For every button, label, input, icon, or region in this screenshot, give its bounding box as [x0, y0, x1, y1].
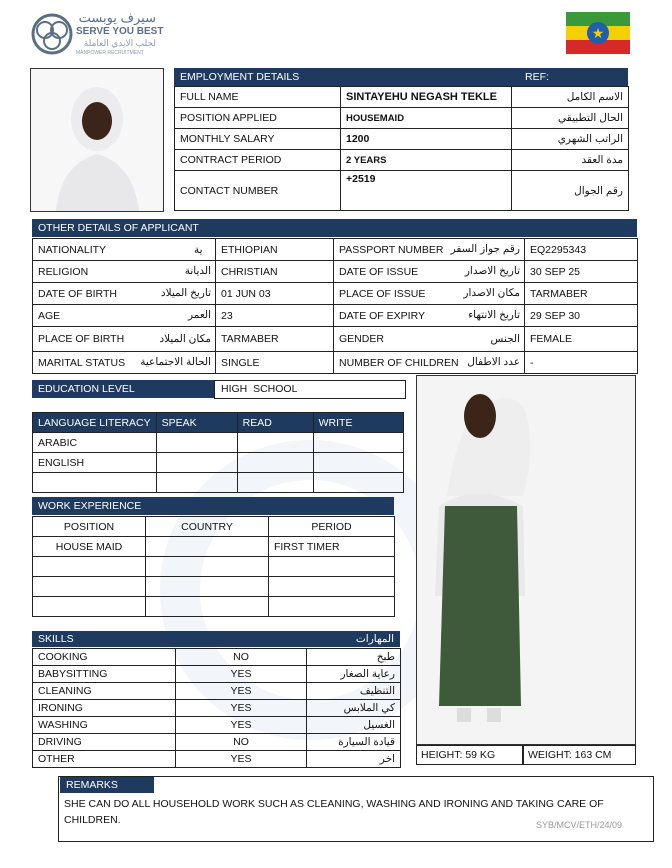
age-label: AGE العمر: [33, 305, 216, 327]
country-col: COUNTRY: [146, 517, 269, 537]
table-row: BABYSITTING YES رعاية الصغار: [33, 666, 401, 683]
language-header: LANGUAGE LITERACY: [33, 413, 157, 433]
table-row: [33, 597, 395, 617]
contract-value: 2 YEARS: [341, 150, 512, 171]
table-row: DRIVING NO قيادة السيارة: [33, 734, 401, 751]
dob-value: 01 JUN 03: [216, 283, 334, 305]
birthplace-label: PLACE OF BIRTH مكان الميلاد: [33, 327, 216, 352]
remarks-text: SHE CAN DO ALL HOUSEHOLD WORK SUCH AS CLEANING, WASHING AND IRONING AND TAKING CARE OF CHILDREN.: [64, 798, 604, 826]
position-ar: الحال التطبيقي: [512, 108, 629, 129]
gender-label: GENDER الجنس: [334, 327, 525, 352]
table-row: IRONING YES كي الملابس: [33, 700, 401, 717]
skills-table: [32, 648, 401, 768]
issue-date-label: DATE OF ISSUE تاريخ الاصدار: [334, 261, 525, 283]
applicant-portrait-photo: [30, 68, 164, 212]
logo-tagline: MANPOWER RECRUITMENT: [76, 50, 144, 56]
ref-label: REF:: [525, 71, 549, 83]
table-row: [33, 557, 395, 577]
salary-value: 1200: [341, 129, 512, 150]
issue-place-label: PLACE OF ISSUE مكان الاصدار: [334, 283, 525, 305]
salary-ar: الراتب الشهري: [512, 129, 629, 150]
write-header: WRITE: [313, 413, 403, 433]
speak-header: SPEAK: [156, 413, 237, 433]
logo-emblem-icon: [30, 12, 74, 56]
expiry-value: 29 SEP 30: [525, 305, 638, 327]
table-row: COOKING NO طبخ: [33, 649, 401, 666]
flag-emblem-icon: ★: [587, 22, 609, 44]
table-row: [33, 517, 395, 537]
table-row: [33, 577, 395, 597]
table-row: HOUSE MAID FIRST TIMER: [33, 537, 395, 557]
company-logo: [30, 12, 170, 60]
position-label: POSITION APPLIED: [175, 108, 341, 129]
position-col: POSITION: [33, 517, 146, 537]
table-row: ARABIC: [33, 433, 404, 453]
table-row: [33, 473, 404, 493]
employment-title: EMPLOYMENT DETAILS: [180, 71, 300, 83]
issue-date-value: 30 SEP 25: [525, 261, 638, 283]
salary-label: MONTHLY SALARY: [175, 129, 341, 150]
table-row: [33, 352, 638, 374]
logo-arabic-sub: لجلب الايدي العاملة: [83, 38, 156, 48]
language-table: [32, 412, 404, 493]
table-row: [175, 129, 629, 150]
table-row: [175, 171, 629, 211]
full-name-label: FULL NAME: [175, 87, 341, 108]
table-row: [175, 150, 629, 171]
nationality-value: ETHIOPIAN: [216, 239, 334, 261]
period-col: PERIOD: [269, 517, 395, 537]
table-row: [33, 305, 638, 327]
table-row: [33, 239, 638, 261]
weight-box: WEIGHT: 163 CM: [522, 745, 636, 765]
issue-place-value: TARMABER: [525, 283, 638, 305]
language-header-row: [33, 413, 404, 433]
work-experience-table: [32, 516, 395, 617]
children-label: NUMBER OF CHILDREN عدد الاطفال: [334, 352, 525, 374]
passport-label: PASSPORT NUMBER رقم جواز السفر: [334, 239, 525, 261]
work-experience-header: WORK EXPERIENCE: [32, 497, 394, 515]
expiry-label: DATE OF EXPIRY تاريخ الانتهاء: [334, 305, 525, 327]
birthplace-value: TARMABER: [216, 327, 334, 352]
table-row: CLEANING YES التنظيف: [33, 683, 401, 700]
table-row: [33, 327, 638, 352]
table-row: WASHING YES الغسيل: [33, 717, 401, 734]
dob-label: DATE OF BIRTH تاريخ الميلاد: [33, 283, 216, 305]
table-row: ENGLISH: [33, 453, 404, 473]
contact-ar: رقم الجوال: [512, 171, 629, 211]
religion-value: CHRISTIAN: [216, 261, 334, 283]
contract-ar: مدة العقد: [512, 150, 629, 171]
document-code: SYB/MCV/ETH/24/09: [536, 820, 623, 830]
education-value: HIGH SCHOOL: [214, 380, 406, 399]
gender-value: FEMALE: [525, 327, 638, 352]
logo-arabic: سيرف يوبست: [78, 10, 156, 25]
other-details-title: OTHER DETAILS OF APPLICANT: [38, 222, 199, 234]
remarks-header: REMARKS: [60, 777, 154, 793]
education-label: EDUCATION LEVEL: [32, 380, 214, 398]
position-value: HOUSEMAID: [341, 108, 512, 129]
ethiopia-flag: [566, 12, 630, 54]
other-details-table: [32, 238, 638, 374]
age-value: 23: [216, 305, 334, 327]
read-header: READ: [237, 413, 313, 433]
table-row: [175, 108, 629, 129]
table-row: [175, 87, 629, 108]
children-value: -: [525, 352, 638, 374]
table-row: [33, 283, 638, 305]
religion-label: RELIGION الديانة: [33, 261, 216, 283]
contract-label: CONTRACT PERIOD: [175, 150, 341, 171]
other-details-header: [32, 219, 637, 237]
height-box: HEIGHT: 59 KG: [416, 745, 524, 765]
table-row: OTHER YES اخر: [33, 751, 401, 768]
contact-label: CONTACT NUMBER: [175, 171, 341, 211]
passport-value: EQ2295343: [525, 239, 638, 261]
contact-value: +2519: [341, 171, 512, 211]
skills-header: SKILLS المهارات: [32, 631, 400, 647]
marital-label: MARITAL STATUS الحالة الاجتماعية: [33, 352, 216, 374]
applicant-full-body-photo: [416, 375, 636, 745]
nationality-label: NATIONALITY ية: [33, 239, 216, 261]
full-name-ar: الاسم الكامل: [512, 87, 629, 108]
marital-value: SINGLE: [216, 352, 334, 374]
employment-table: [174, 86, 629, 211]
table-row: [33, 261, 638, 283]
employment-header: [174, 68, 628, 86]
full-name-value: SINTAYEHU NEGASH TEKLE: [341, 87, 512, 108]
logo-name: SERVE YOU BEST: [76, 26, 164, 37]
